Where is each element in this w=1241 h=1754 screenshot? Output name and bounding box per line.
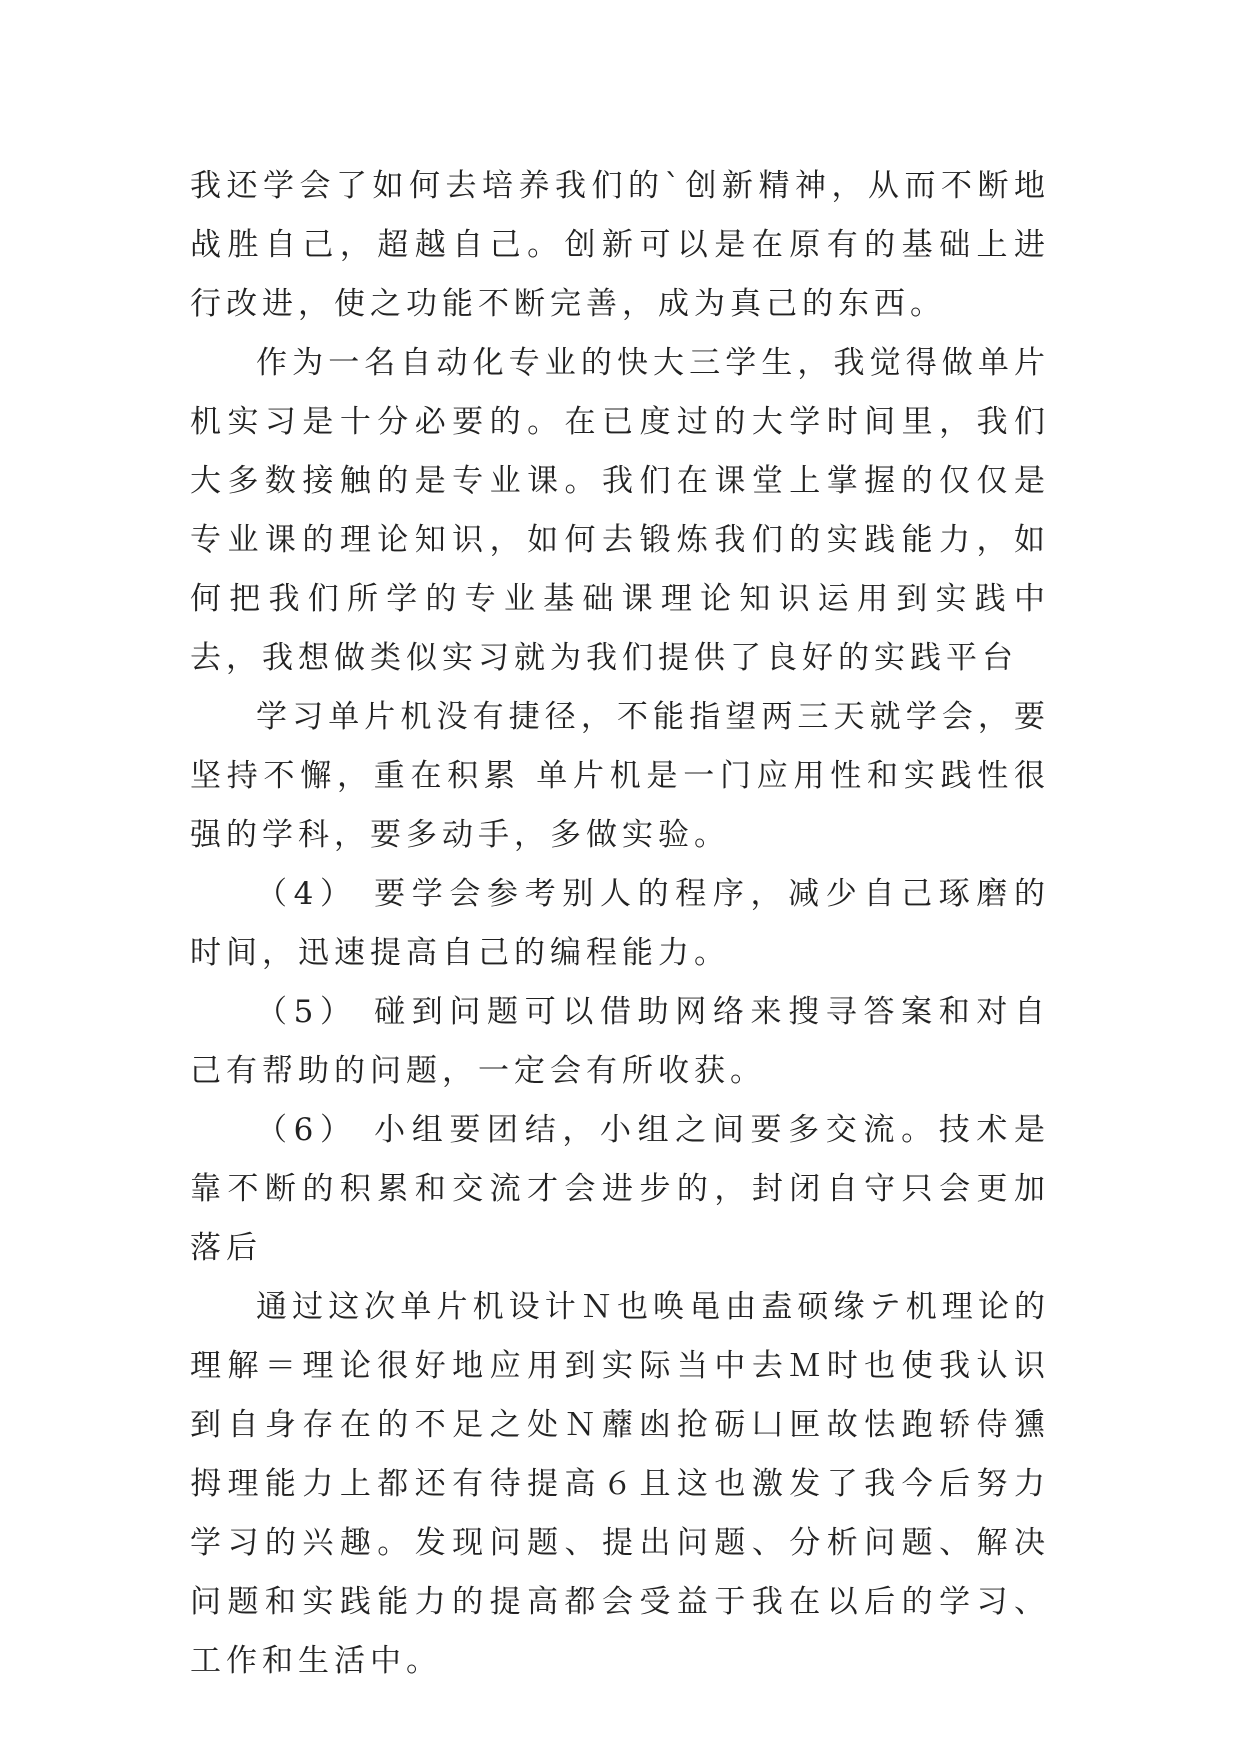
paragraph-6: （6） 小组要团结，小组之间要多交流。技术是靠不断的积累和交流才会进步的，封闭自守只会更加落后 [190, 1112, 1050, 1266]
paragraph-3: 学习单片机没有捷径，不能指望两三天就学会，要坚持不懈，重在积累 单片机是一门应用性和实践性很强的学科，要多动手，多做实验。 [190, 699, 1050, 853]
document-body [190, 157, 1050, 1691]
paragraph-7: 通过这次单片机设计Ｎ也唤黾由盍硕缘テ机理论的理解＝理论很好地应用到实际当中去Ｍ时也使我认识到自身存在的不足之处Ｎ蘼凼抢砺凵匣故怯跑轿侍獯拇理能力上都还有待提高６且这也激发了我今后努力学习的兴趣。发现问题、提出问题、分析问题、解决问题和实践能力的提高都会受益于我在以后的学习、工作和生活中。 [190, 1289, 1050, 1679]
paragraph-2: 作为一名自动化专业的快大三学生，我觉得做单片机实习是十分必要的。在已度过的大学时间里，我们大多数接触的是专业课。我们在课堂上掌握的仅仅是专业课的理论知识，如何去锻炼我们的实践能力，如何把我们所学的专业基础课理论知识运用到实践中去，我想做类似实习就为我们提供了良好的实践平台 [190, 345, 1050, 676]
paragraph-4: （4） 要学会参考别人的程序，减少自己琢磨的时间，迅速提高自己的编程能力。 [190, 876, 1050, 971]
paragraph-1: 我还学会了如何去培养我们的`创新精神，从而不断地战胜自己，超越自己。创新可以是在原有的基础上进行改进，使之功能不断完善，成为真己的东西。 [190, 168, 1050, 322]
paragraph-5: （5） 碰到问题可以借助网络来搜寻答案和对自己有帮助的问题，一定会有所收获。 [190, 994, 1050, 1089]
